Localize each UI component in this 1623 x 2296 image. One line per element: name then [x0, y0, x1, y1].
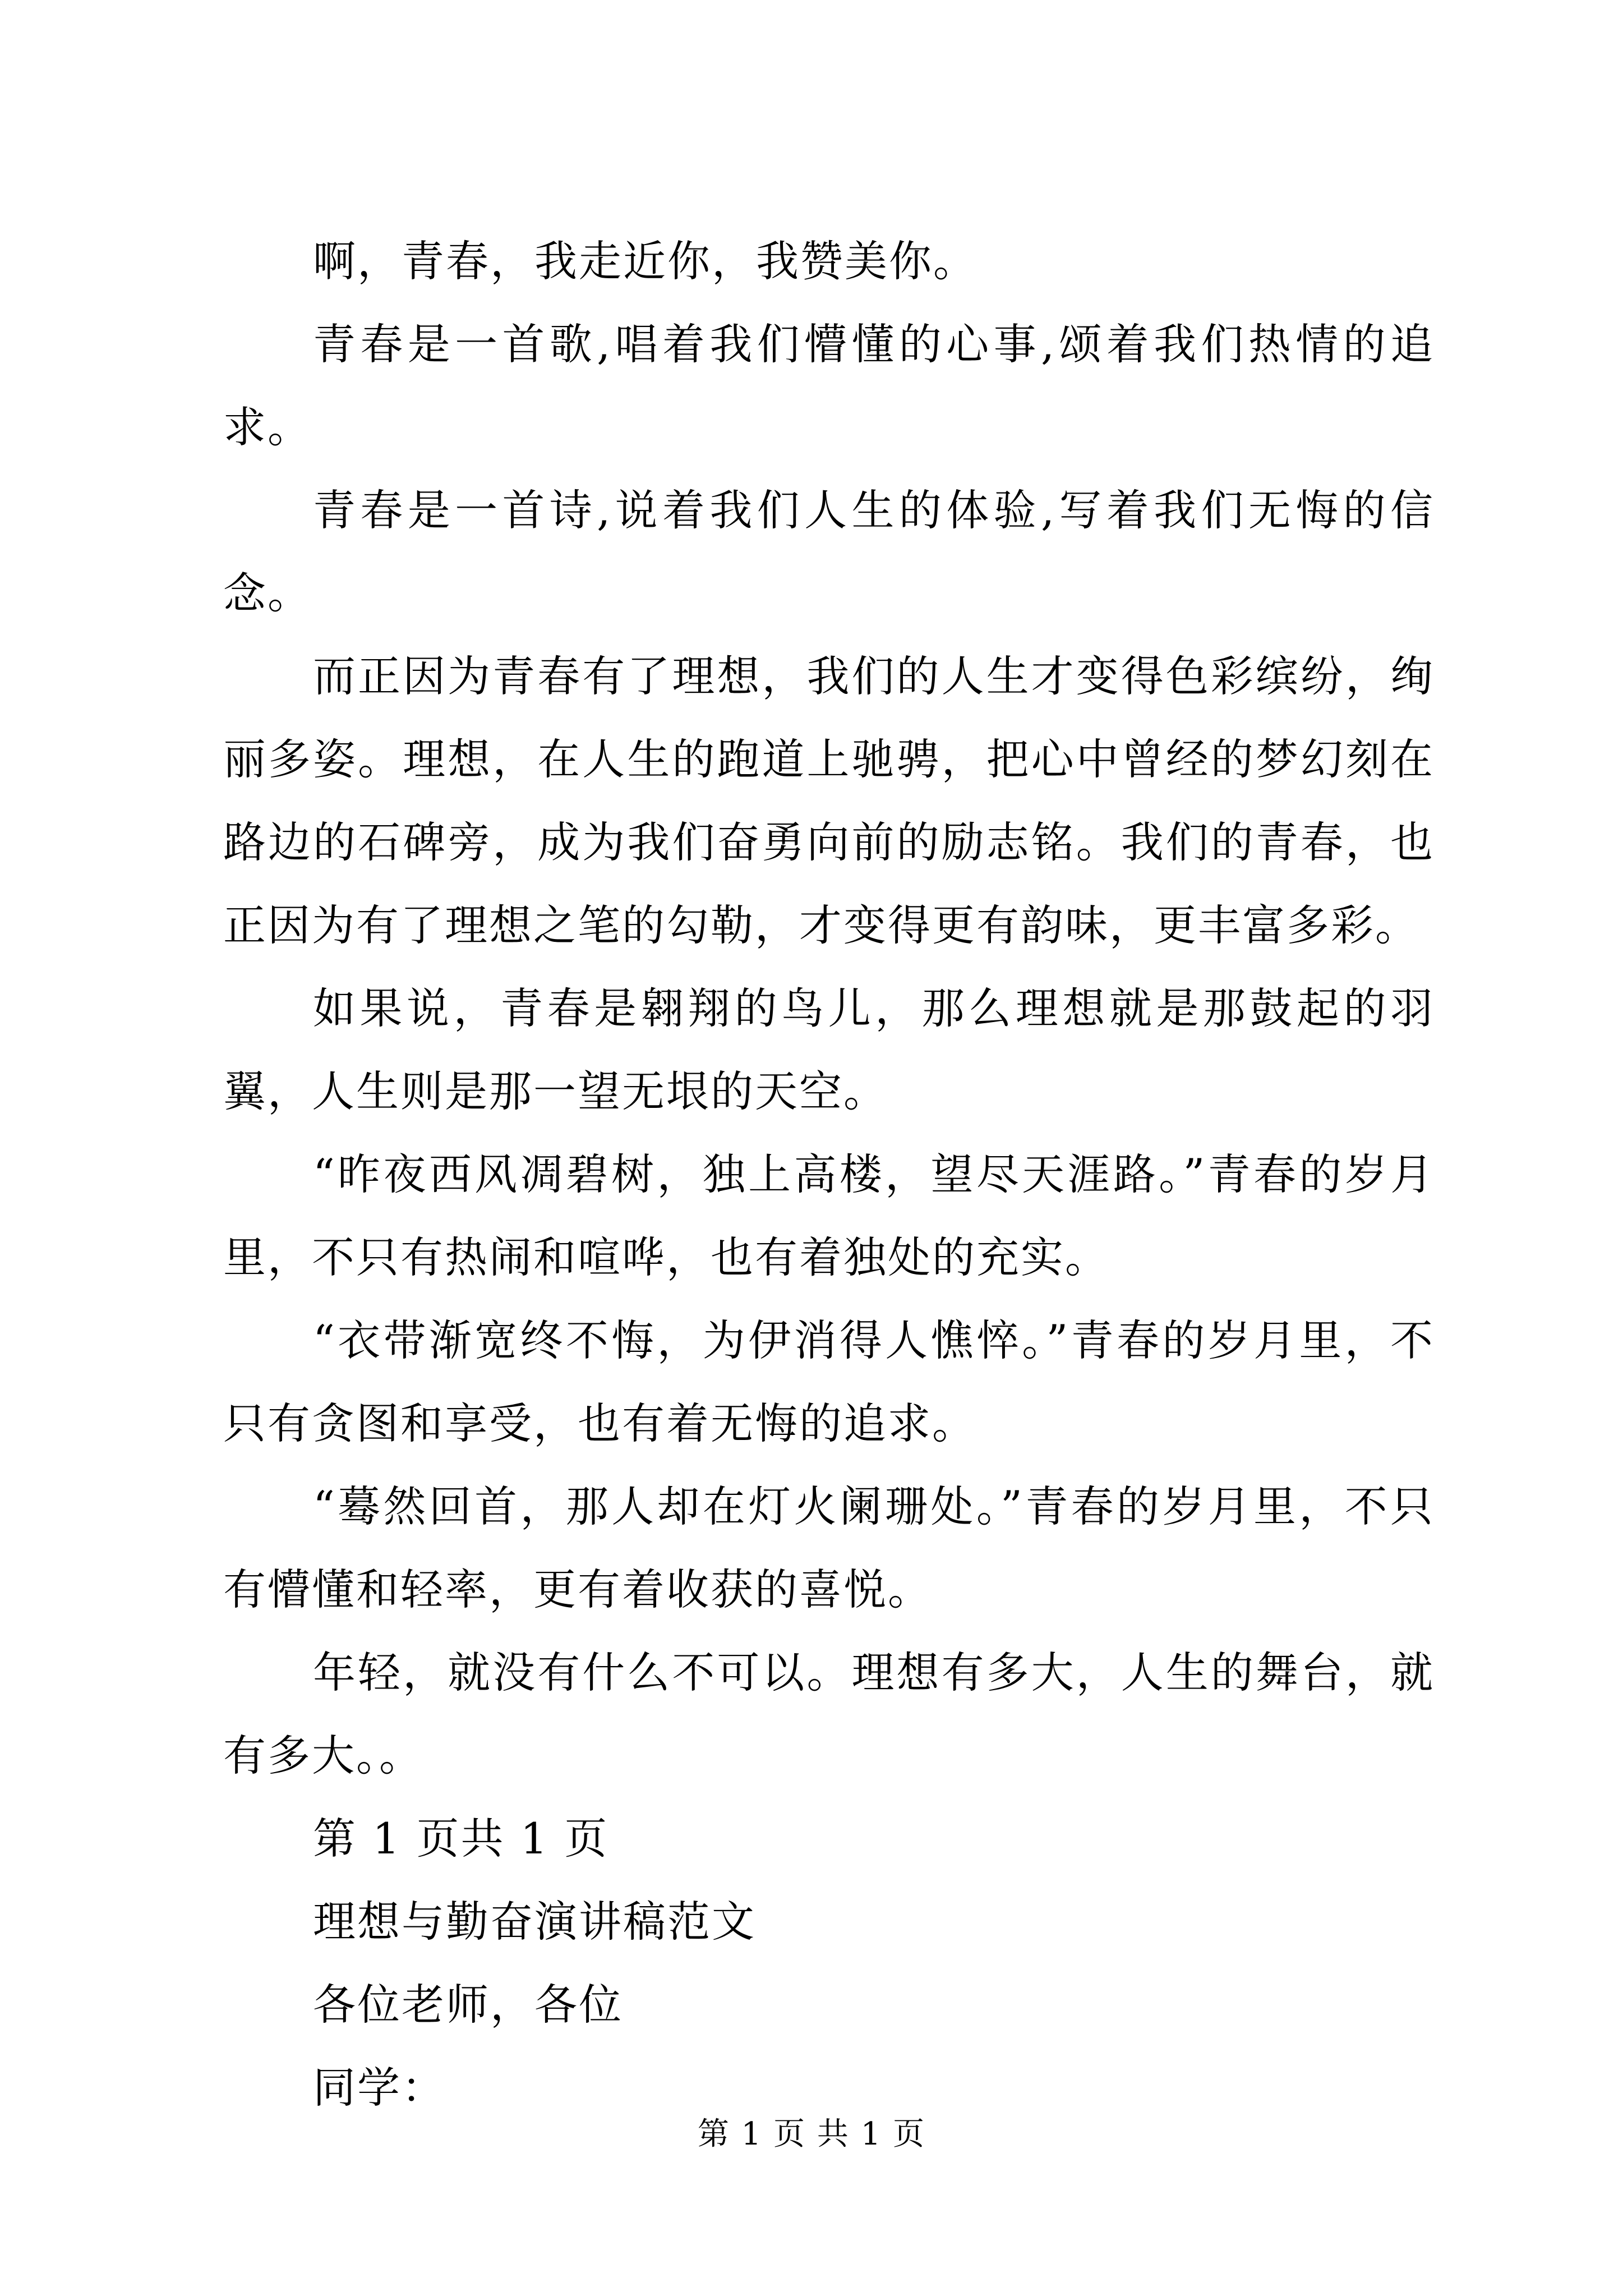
paragraph: “昨夜西风凋碧树，独上高楼，望尽天涯路。”青春的岁月里，不只有热闹和喧哗，也有着独处的充实。	[223, 1149, 1435, 1282]
page-footer: 第 1 页 共 1 页	[697, 2116, 926, 2152]
paragraph: 而正因为青春有了理想，我们的人生才变得色彩缤纷，绚丽多姿。理想，在人生的跑道上驰骋，把心中曾经的梦幻刻在路边的石碑旁，成为我们奋勇向前的励志铭。我们的青春，也正因为有了理想之笔的勾勒，才变得更有韵味，更丰富多彩。	[223, 651, 1435, 950]
inline-page-number: 第 1 页共 1 页	[313, 1814, 609, 1864]
paragraph: “衣带渐宽终不悔，为伊消得人憔悴。”青春的岁月里，不只有贪图和享受，也有着无悔的追求。	[223, 1315, 1435, 1448]
paragraph: 啊，青春，我走近你，我赞美你。	[313, 236, 978, 286]
section-title: 理想与勤奋演讲稿范文	[313, 1897, 756, 1947]
paragraph: “蓦然回首，那人却在灯火阑珊处。”青春的岁月里，不只有懵懂和轻率，更有着收获的喜悦。	[223, 1481, 1435, 1614]
paragraph: 青春是一首诗,说着我们人生的体验,写着我们无悔的信念。	[223, 485, 1435, 618]
salutation-line: 同学：	[313, 2063, 446, 2113]
paragraph: 如果说，青春是翱翔的鸟儿，那么理想就是那鼓起的羽翼，人生则是那一望无垠的天空。	[223, 983, 1435, 1116]
paragraph: 年轻，就没有什么不可以。理想有多大，人生的舞台，就有多大。。	[223, 1648, 1435, 1780]
salutation-line: 各位老师，各位	[313, 1980, 623, 2030]
document-body	[223, 220, 1435, 2129]
paragraph: 青春是一首歌,唱着我们懵懂的心事,颂着我们热情的追求。	[223, 319, 1435, 452]
